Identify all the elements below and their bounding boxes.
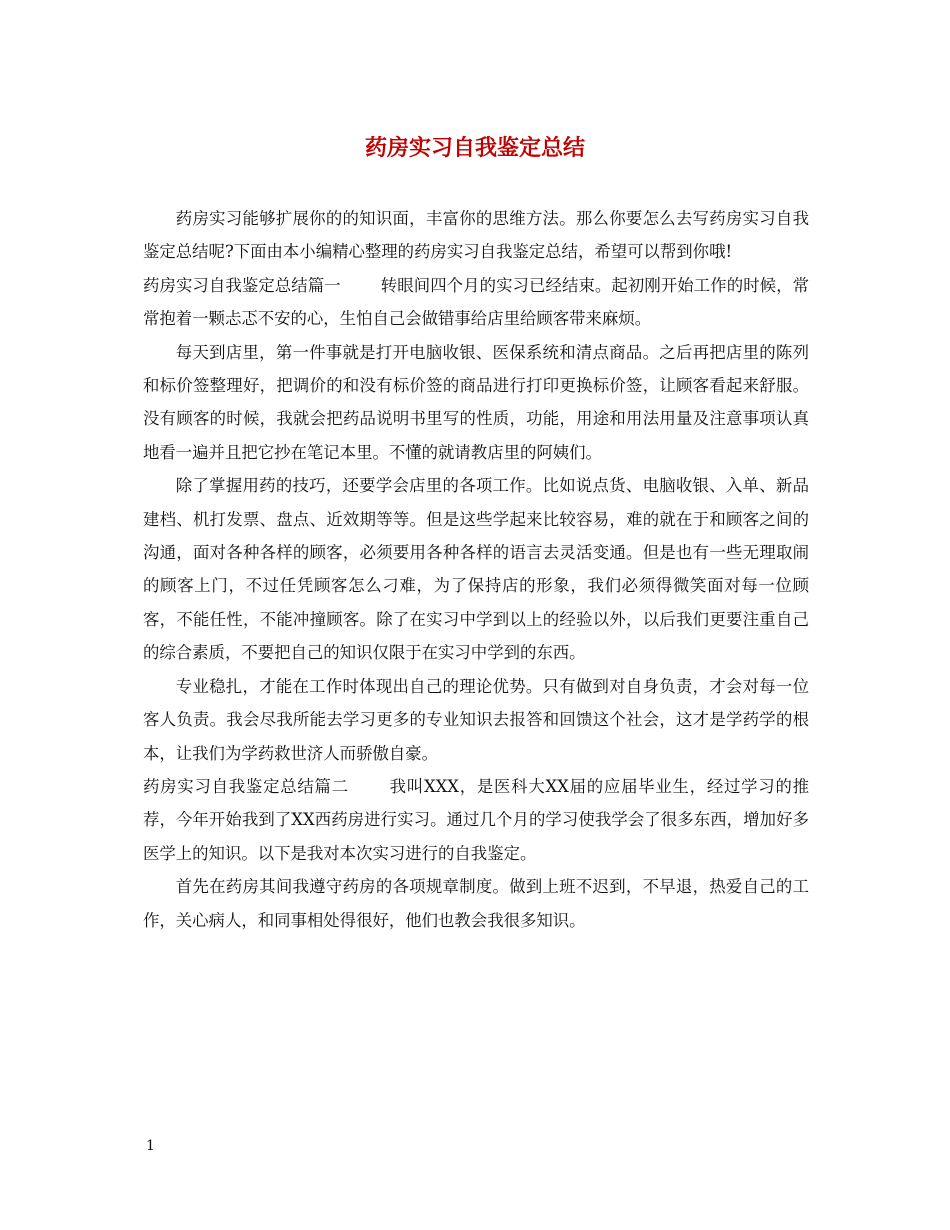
- section-1-heading: 药房实习自我鉴定总结篇一: [143, 275, 341, 295]
- section-2-lead-text: 我叫XXX，是医科大XX届的应届毕业生，经过学习的推荐，今年开始我到了XX西药房进行实习。通过几个月的学习使我学会了很多东西，增加好多医学上的知识。以下是我对本次实习进行的自我鉴定。: [143, 776, 810, 863]
- document-body: [143, 202, 809, 937]
- section-1-paragraph-3: 专业稳扎，才能在工作时体现出自己的理论优势。只有做到对自身负责，才会对每一位客人负责。我会尽我所能去学习更多的专业知识去报答和回馈这个社会，这才是学药学的根本，让我们为学药救世济人而骄傲自豪。: [143, 676, 809, 763]
- section-1-lead-text: 转眼间四个月的实习已经结束。起初刚开始工作的时候，常常抱着一颗忐忑不安的心，生怕自己会做错事给店里给顾客带来麻烦。: [143, 275, 810, 329]
- section-2-heading: 药房实习自我鉴定总结篇二: [143, 776, 349, 796]
- page-number: 1: [146, 1138, 155, 1154]
- document-title: 药房实习自我鉴定总结: [364, 135, 585, 161]
- section-1-lead-paragraph: [143, 269, 809, 336]
- section-1-paragraph-1: 每天到店里，第一件事就是打开电脑收银、医保系统和清点商品。之后再把店里的陈列和标价签整理好，把调价的和没有标价签的商品进行打印更换标价签，让顾客看起来舒服。没有顾客的时候，我就会把药品说明书里写的性质，功能，用途和用法用量及注意事项认真地看一遍并且把它抄在笔记本里。不懂的就请教店里的阿姨们。: [143, 342, 809, 462]
- intro-paragraph: 药房实习能够扩展你的的知识面，丰富你的思维方法。那么你要怎么去写药房实习自我鉴定总结呢?下面由本小编精心整理的药房实习自我鉴定总结，希望可以帮到你哦!: [143, 209, 809, 262]
- section-2-lead-paragraph: [143, 770, 809, 870]
- section-2-paragraph-1: 首先在药房其间我遵守药房的各项规章制度。做到上班不迟到，不早退，热爱自己的工作，关心病人，和同事相处得很好，他们也教会我很多知识。: [143, 877, 809, 930]
- section-1-paragraph-2: 除了掌握用药的技巧，还要学会店里的各项工作。比如说点货、电脑收银、入单、新品建档、机打发票、盘点、近效期等等。但是这些学起来比较容易，难的就在于和顾客之间的沟通，面对各种各样的顾客，必须要用各种各样的语言去灵活变通。但是也有一些无理取闹的顾客上门，不过任凭顾客怎么刁难，为了保持店的形象，我们必须得微笑面对每一位顾客，不能任性，不能冲撞顾客。除了在实习中学到以上的经验以外，以后我们更要注重自己的综合素质，不要把自己的知识仅限于在实习中学到的东西。: [143, 476, 809, 663]
